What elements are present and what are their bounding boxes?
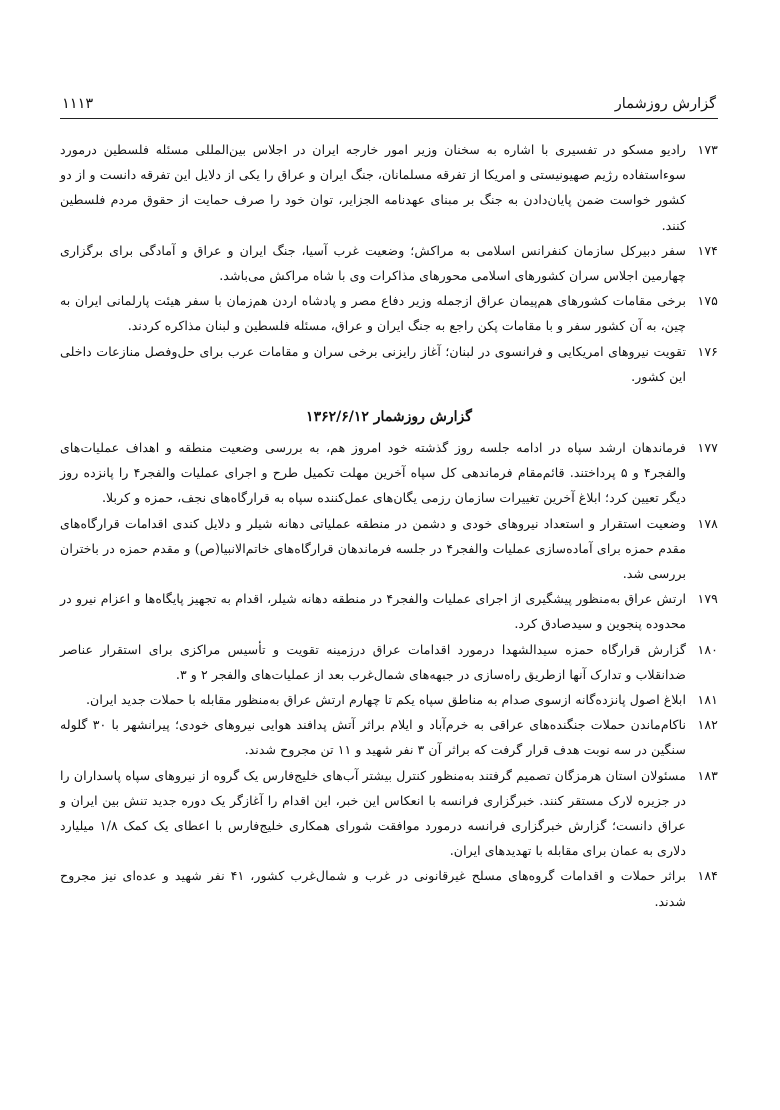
entry-number: ۱۸۴ (697, 868, 718, 884)
entries-group-2 (60, 435, 718, 914)
entry-text: تقویت نیروهای امریکایی و فرانسوی در لبنان؛ آغاز رایزنی برخی سران و مقامات عرب برای حل‌وفصل منازعات داخلی این کشور. (60, 343, 686, 384)
entry-184 (60, 863, 718, 913)
entry-number: ۱۸۳ (697, 767, 718, 783)
entry-number: ۱۸۱ (697, 692, 718, 708)
entry-text: براثر حملات و اقدامات گروه‌های مسلح غیرقانونی در غرب و شمال‌غرب کشور، ۴۱ نفر شهید و عده‌ای نیز مجروح شدند. (60, 868, 686, 909)
entry-text: برخی مقامات کشورهای هم‌پیمان عراق ازجمله وزیر دفاع مصر و پادشاه اردن هم‌زمان با سفر هیئت پارلمانی ایران به چین، به آن کشور سفر و با مقامات پکن راجع به جنگ ایران و عراق، مسئله فلسطین و لبنان مذاکره کردند. (60, 293, 686, 334)
entry-174 (60, 238, 718, 288)
entry-text: ارتش عراق به‌منظور پیشگیری از اجرای عملیات والفجر۴ در منطقه دهانه شیلر، اقدام به تجهیز پایگاه‌ها و اعزام نیرو در محدوده پنجوین و سیدصادق کرد. (60, 591, 687, 632)
entry-183 (60, 763, 718, 864)
running-header (60, 84, 718, 119)
entry-179 (60, 586, 718, 636)
entry-text: مسئولان استان هرمزگان تصمیم گرفتند به‌منظور کنترل بیشتر آب‌های خلیج‌فارس یک گروه از نیروهای سپاه پاسداران را در جزیره لارک مستقر کنند. خبرگزاری فرانسه با انعکاس این خبر، این اقدام را آغازگر یک دوره جدید تنش بین ایران و عراق دانست؛ گزارش خبرگزاری فرانسه درمورد موافقت شورای همکاری خلیج‌فارس با اعطای یک کمک ۱/۸ میلیارد دلاری به عمان برای مقابله با تهدیدهای ایران. (60, 767, 686, 859)
entry-182 (60, 712, 718, 762)
entry-177 (60, 435, 718, 511)
entry-number: ۱۷۷ (697, 440, 718, 456)
running-title: گزارش روزشمار (614, 96, 716, 112)
entry-number: ۱۷۳ (697, 142, 718, 157)
entries-group-1 (60, 137, 718, 389)
entry-text: فرماندهان ارشد سپاه در ادامه جلسه روز گذشته خود امروز هم، به بررسی وضعیت منطقه و اهداف عملیات‌های والفجر۴ و ۵ پرداختند. قائم‌مقام فرماندهی کل سپاه آخرین مهلت تکمیل طرح و اجرای عملیات والفجر۴ را پانزده روز دیگر تعیین کرد؛ ابلاغ آخرین تغییرات سازمان رزمی یگان‌های عمل‌کننده سپاه به قرارگاه‌های نجف، حمزه و کربلا. (60, 440, 686, 506)
entry-text: ابلاغ اصول پانزده‌گانه ازسوی صدام به مناطق سپاه یکم تا چهارم ارتش عراق به‌منظور مقابله با حملات جدید ایران. (86, 692, 686, 708)
entry-number: ۱۷۹ (697, 591, 718, 607)
section-title: گزارش روزشمار ۱۳۶۲/۶/۱۲ (306, 409, 472, 426)
entry-text: سفر دبیرکل سازمان کنفرانس اسلامی به مراکش؛ وضعیت غرب آسیا، جنگ ایران و عراق و آمادگی برای برگزاری چهارمین اجلاس سران کشورهای اسلامی محورهای مذاکرات وی با شاه مراکش می‌باشد. (60, 242, 686, 284)
entry-number: ۱۷۴ (697, 242, 718, 258)
entry-number: ۱۷۵ (697, 293, 718, 309)
entry-text: وضعیت استقرار و استعداد نیروهای خودی و دشمن در منطقه عملیاتی دهانه شیلر و دلایل کندی اقدامات قرارگاه‌های مقدم حمزه برای آماده‌سازی عملیات والفجر۴ در جلسه فرماندهان قرارگاه‌های خاتم‌الانبیا(ص) و مقدم حمزه در باختران بررسی شد. (60, 515, 686, 582)
entry-text: گزارش قرارگاه حمزه سیدالشهدا درمورد اقدامات عراق درزمینه تقویت و تأسیس مراکزی برای استقرار عناصر ضدانقلاب و تدارک آنها ازطریق راه‌سازی در جبهه‌های شمال‌غرب بعد از عملیات‌های والفجر ۲ و ۳. (60, 641, 686, 682)
page-number: ۱۱۱۳ (62, 96, 94, 112)
entry-number: ۱۷۶ (697, 343, 718, 359)
document-page (60, 84, 718, 914)
entry-181 (60, 687, 718, 712)
entry-176 (60, 339, 718, 389)
entry-number: ۱۷۸ (697, 515, 718, 531)
entry-text: ناکام‌ماندن حملات جنگنده‌های عراقی به خرم‌آباد و ایلام براثر آتش پدافند هوایی نیروهای خودی؛ پیرانشهر با ۳۰ گلوله سنگین در سه نوبت هدف قرار گرفت که براثر آن ۳ نفر شهید و ۱۱ تن مجروح شدند. (60, 717, 686, 758)
entry-number: ۱۸۰ (697, 641, 718, 657)
entry-number: ۱۸۲ (697, 717, 718, 733)
entry-175 (60, 288, 718, 338)
entry-173 (60, 137, 718, 238)
entry-180 (60, 637, 718, 687)
entry-text: رادیو مسکو در تفسیری با اشاره به سخنان وزیر امور خارجه ایران در اجلاس بین‌المللی مسئله فلسطین درمورد سوءاستفاده رژیم صهیونیستی و امریکا از تفرقه مسلمانان، جنگ ایران و عراق را یکی از دلایل این تفرقه دانست و از دو کشور خواست ضمن پایان‌دادن به جنگ بر مبنای عهدنامه الجزایر، توان خود را صرف حمایت از حقوق مردم فلسطین کنند. (60, 142, 686, 233)
entry-178 (60, 511, 718, 587)
